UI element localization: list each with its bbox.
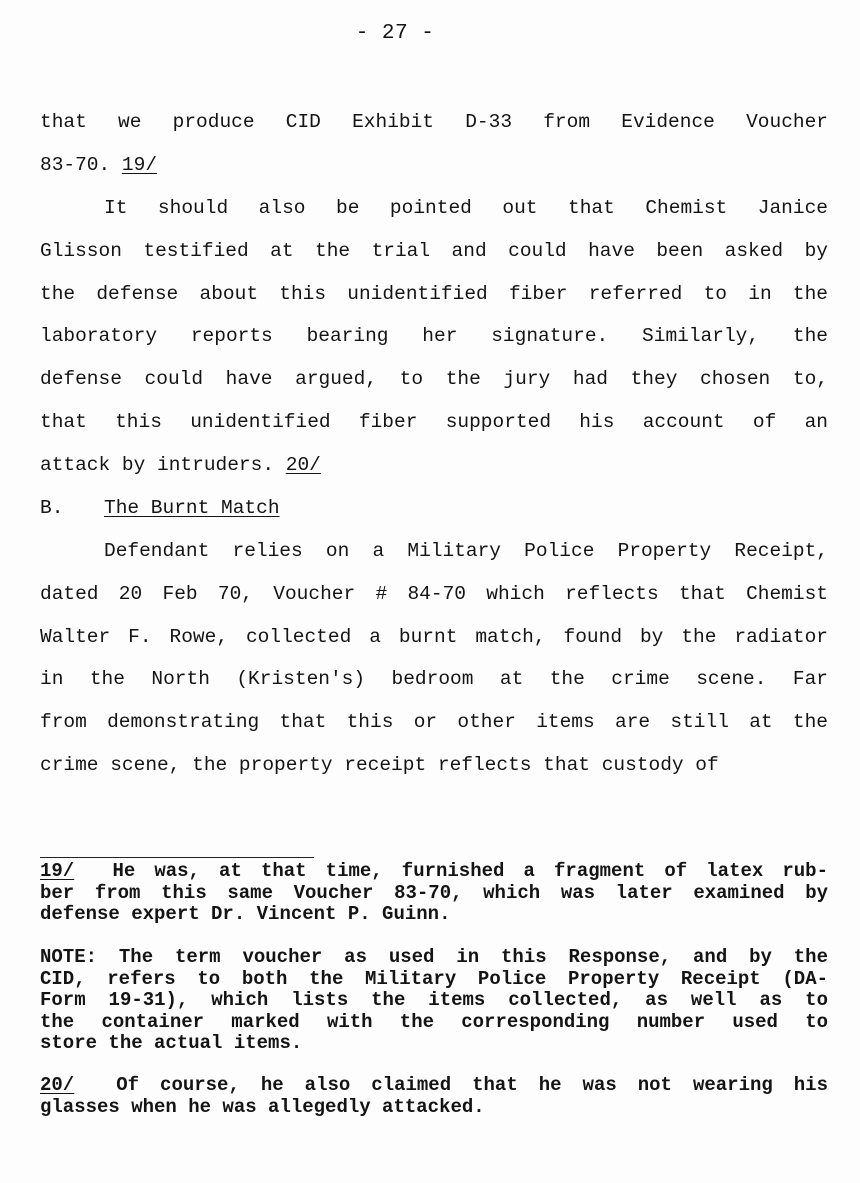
text-line: from demonstrating that this or other items are still at the	[40, 711, 828, 734]
footnote-text: Of course, he also claimed that he was not wearing his	[116, 1074, 828, 1096]
section-title: The Burnt Match	[104, 497, 280, 519]
footnote-line: CID, refers to both the Military Police Property Receipt (DA-	[40, 967, 828, 990]
footnote-line	[40, 861, 828, 883]
text-line: the defense about this unidentified fiber referred to in the	[40, 282, 828, 305]
footnote-line: the container marked with the corresponding number used to	[40, 1010, 828, 1033]
text-line: in the North (Kristen's) bedroom at the crime scene. Far	[40, 668, 828, 691]
text-line: Glisson testified at the trial and could have been asked by	[40, 239, 828, 262]
footnote-text: He was, at that time, furnished a fragment of latex rub-	[112, 860, 828, 882]
footnote-line	[40, 1075, 828, 1097]
text-fragment: 83-70.	[40, 153, 111, 176]
footnote-marker: 19/	[40, 860, 75, 882]
continued-paragraph	[40, 101, 828, 187]
text-line: dated 20 Feb 70, Voucher # 84-70 which reflects that Chemist	[40, 582, 828, 605]
section-letter: B.	[40, 497, 64, 519]
footnote-line: glasses when he was allegedly attacked.	[40, 1095, 485, 1118]
section-heading	[40, 487, 828, 530]
footnote-line: store the actual items.	[40, 1032, 303, 1054]
footnote-20	[40, 1075, 828, 1118]
heading-line	[40, 487, 828, 530]
footnote-line: NOTE: The term voucher as used in this Response, and by the	[40, 946, 828, 968]
footnote-line: ber from this same Voucher 83-70, which was later examined by	[40, 881, 828, 904]
text-line: laboratory reports bearing her signature. Similarly, the	[40, 325, 828, 348]
footnote-line: defense expert Dr. Vincent P. Guinn.	[40, 903, 451, 925]
text-line: defense could have argued, to the jury had they chosen to,	[40, 368, 828, 391]
text-line: that we produce CID Exhibit D-33 from Evidence Voucher	[40, 111, 828, 133]
footnote-line: Form 19-31), which lists the items collected, as well as to	[40, 989, 828, 1011]
text-line	[40, 444, 828, 487]
footnote-divider	[40, 857, 314, 858]
footnote-marker: 20/	[40, 1074, 75, 1096]
text-line	[40, 144, 828, 187]
text-fragment: attack by intruders.	[40, 453, 275, 476]
text-line: It should also be pointed out that Chemist Janice	[104, 197, 828, 219]
text-line: crime scene, the property receipt reflects that custody of	[40, 753, 719, 776]
paragraph-fiber	[40, 187, 828, 487]
footnote-19	[40, 861, 828, 926]
paragraph-burnt-match	[40, 530, 828, 787]
footnote-ref-20[interactable]: 20/	[285, 453, 321, 476]
page-number: - 27 -	[355, 22, 435, 45]
text-line: that this unidentified fiber supported his account of an	[40, 410, 828, 433]
text-line: Walter F. Rowe, collected a burnt match, found by the radiator	[40, 625, 828, 648]
text-line: Defendant relies on a Military Police Property Receipt,	[104, 540, 828, 562]
footnote-note	[40, 947, 828, 1055]
footnote-ref-19[interactable]: 19/	[121, 153, 158, 176]
